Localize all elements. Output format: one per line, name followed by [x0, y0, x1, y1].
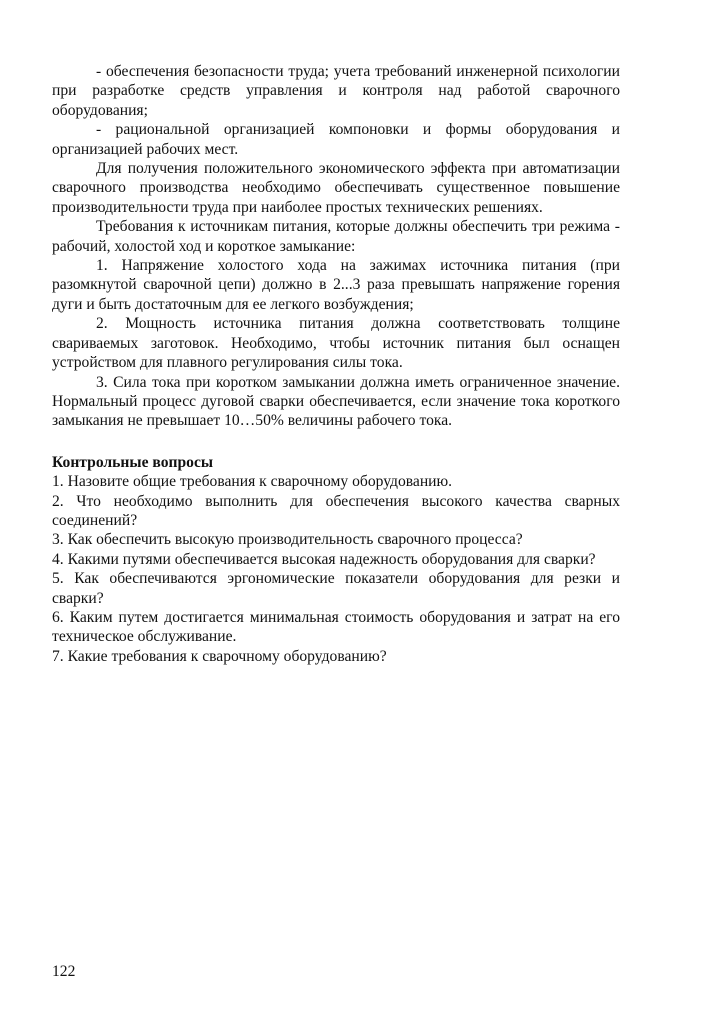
question-item: 6. Каким путем достигается минимальная стоимость оборудования и затрат на его техническое обслуживание.	[52, 608, 620, 646]
page-content	[52, 62, 620, 666]
question-item: 1. Назовите общие требования к сварочному оборудованию.	[52, 473, 453, 491]
section-spacer	[52, 431, 620, 453]
body-paragraph: - обеспечения безопасности труда; учета требований инженерной психологии при разработке средств управления и контроля над работой сварочного оборудования;	[52, 63, 620, 119]
questions-section	[52, 453, 620, 666]
requirement-item: 1. Напряжение холостого хода на зажимах источника питания (при разомкнутой сварочной цепи) должно в 2...3 раза превышать напряжение горения дуги и быть достаточным для ее легкого возбуждения;	[52, 257, 620, 313]
question-item: 3. Как обеспечить высокую производительность сварочного процесса?	[52, 531, 523, 549]
body-paragraph: Для получения положительного экономического эффекта при автоматизации сварочного производства необходимо обеспечивать существенное повышение производительности труда при наиболее простых технических решениях.	[52, 160, 620, 216]
body-paragraph: - рациональной организацией компоновки и формы оборудования и организацией рабочих мест.	[52, 121, 620, 158]
question-item: 4. Какими путями обеспечивается высокая надежность оборудования для сварки?	[52, 550, 596, 568]
questions-heading: Контрольные вопросы	[52, 453, 214, 471]
question-item: 5. Как обеспечиваются эргономические показатели оборудования для резки и сварки?	[52, 570, 620, 607]
page-number: 122	[52, 963, 76, 980]
requirement-item: 2. Мощность источника питания должна соответствовать толщине свариваемых заготовок. Необходимо, чтобы источник питания был оснащен устройством для плавного регулирования силы тока.	[52, 315, 620, 372]
question-item: 7. Какие требования к сварочному оборудованию?	[52, 647, 387, 665]
requirement-item: 3. Сила тока при коротком замыкании должна иметь ограниченное значение. Нормальный процесс дуговой сварки обеспечивается, если значение тока короткого замыкания не превышает 10…50% величины рабочего тока.	[52, 373, 620, 430]
body-paragraph: Требования к источникам питания, которые должны обеспечить три режима - рабочий, холостой ход и короткое замыкание:	[52, 218, 620, 255]
question-item: 2. Что необходимо выполнить для обеспечения высокого качества сварных соединений?	[52, 492, 620, 529]
